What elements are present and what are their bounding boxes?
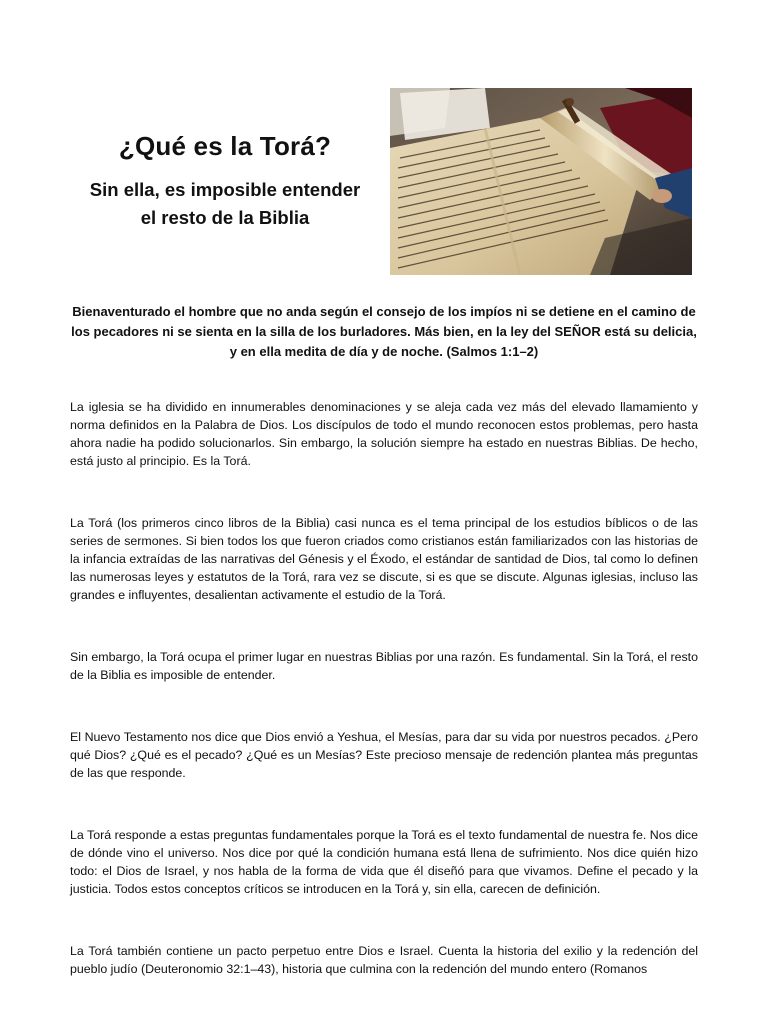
paragraph-3: Sin embargo, la Torá ocupa el primer lugar en nuestras Biblias por una razón. Es fundamental. Sin la Torá, el resto de la Biblia es imposible de entender. [70, 650, 698, 682]
article-body [70, 398, 698, 978]
page-title: ¿Qué es la Torá? [118, 131, 332, 161]
paragraph-1: La iglesia se ha dividido en innumerables denominaciones y se aleja cada vez más del elevado llamamiento y norma definidos en la Palabra de Dios. Los discípulos de todo el mundo reconocen estos problemas, pero hasta ahora nadie ha podido solucionarlos. Sin embargo, la solución siempre ha estado en nuestras Biblias. De hecho, está justo al principio. Es la Torá. [70, 400, 698, 468]
paragraph-5: La Torá responde a estas preguntas fundamentales porque la Torá es el texto fundamental de nuestra fe. Nos dice de dónde vino el universo. Nos dice por qué la condición humana está llena de sufrimiento. Nos dice quién hizo todo: el Dios de Israel, y nos habla de la forma de vida que él diseñó para que vivamos. Define el pecado y la justicia. Todos estos conceptos críticos se introducen en la Torá y, sin ella, carecen de definición. [70, 828, 698, 896]
paragraph-6: La Torá también contiene un pacto perpetuo entre Dios e Israel. Cuenta la historia del exilio y la redención del pueblo judío (Deuteronomio 32:1–43), historia que culmina con la redención del mundo entero (Romanos [70, 944, 698, 976]
torah-scroll-illustration [390, 88, 692, 275]
header [70, 88, 698, 276]
psalm-verse: Bienaventurado el hombre que no anda según el consejo de los impíos ni se detiene en el camino de los pecadores ni se sienta en la silla de los burladores. Más bien, en la ley del SEÑOR está su delicia, y en ella medita de día y de noche. (Salmos 1:1–2) [71, 304, 697, 359]
paragraph-4: El Nuevo Testamento nos dice que Dios envió a Yeshua, el Mesías, para dar su vida por nuestros pecados. ¿Pero qué Dios? ¿Qué es el pecado? ¿Qué es un Mesías? Este precioso mensaje de redención plantea más preguntas de las que responde. [70, 730, 698, 780]
subtitle-line-1: Sin ella, es imposible entender [89, 179, 361, 200]
torah-scroll-photo [390, 88, 692, 275]
title-block [70, 130, 380, 232]
page-subtitle [70, 176, 380, 232]
subtitle-line-2: el resto de la Biblia [140, 207, 310, 228]
paragraph-2: La Torá (los primeros cinco libros de la Biblia) casi nunca es el tema principal de los estudios bíblicos o de las series de sermones. Si bien todos los que fueron criados como cristianos están familiarizados con las historias de la infancia extraídas de las narrativas del Génesis y el Éxodo, el estándar de santidad de Dios, tal como lo definen las numerosas leyes y estatutos de la Torá, rara vez se discute, si es que se discute. Algunas iglesias, incluso las grandes e influyentes, desalientan activamente el estudio de la Torá. [70, 516, 698, 602]
